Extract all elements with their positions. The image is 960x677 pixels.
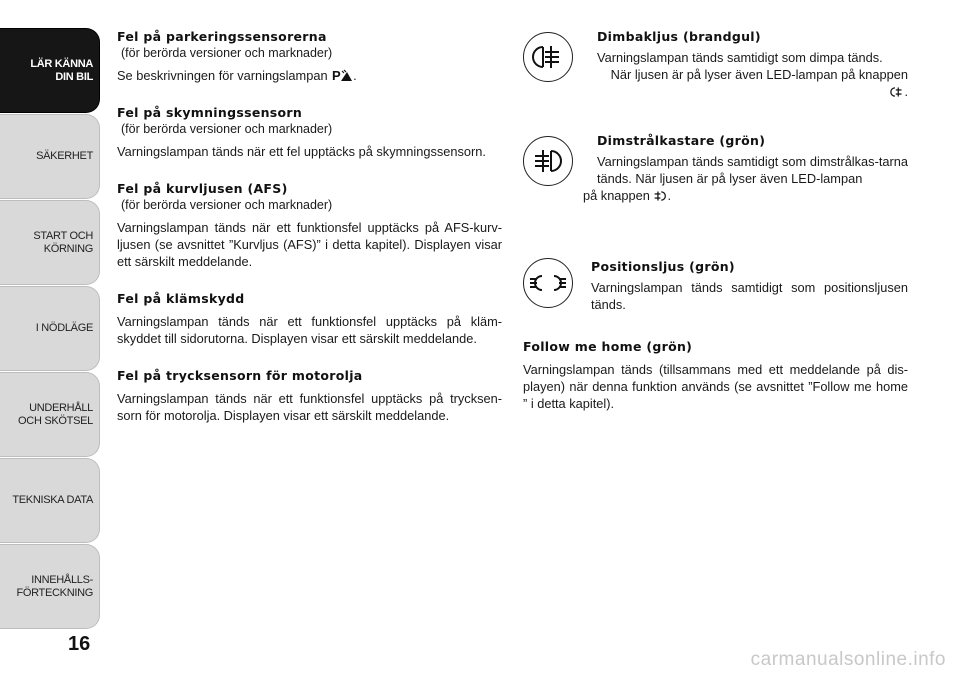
heading-kurvljus: Fel på kurvljusen (AFS) xyxy=(117,181,288,196)
front-fog-light-icon xyxy=(523,136,573,186)
paragraph: Varningslampan tänds när ett funktionsfel upptäcks på kläm-skyddet till sidorutorna. Displayen visar ett särskilt meddelande. xyxy=(117,314,502,346)
paragraph: Varningslampan tänds samtidigt som dimstrålkas-tarna tänds. När ljusen är på lyser även LED-lampan xyxy=(597,154,908,186)
left-column xyxy=(117,28,502,430)
subheading: (för berörda versioner och marknader) xyxy=(121,198,333,212)
heading-skymningssensor: Fel på skymningssensorn xyxy=(117,105,303,120)
paragraph: När ljusen är på lyser även LED-lampan på knappen . xyxy=(610,67,908,99)
paragraph: Se beskrivningen för varningslampan P . xyxy=(117,68,357,83)
paragraph: Varningslampan tänds samtidigt som positionsljusen tänds. xyxy=(591,280,908,312)
tab-tekniska-data[interactable]: TEKNISKA DATA xyxy=(0,458,100,543)
paragraph: Varningslampan tänds när ett fel upptäcks på skymningssensorn. xyxy=(117,144,486,159)
heading-klamskydd: Fel på klämskydd xyxy=(117,291,245,306)
heading-follow-me-home: Follow me home (grön) xyxy=(523,339,693,354)
tab-i-nodlage[interactable]: I NÖDLÄGE xyxy=(0,286,100,371)
position-lights-icon xyxy=(523,258,573,308)
heading-dimstralkastare: Dimstrålkastare (grön) xyxy=(597,133,766,148)
paragraph: Varningslampan tänds när ett funktionsfel upptäcks på trycksen-sorn för motorolja. Displayen visar ett särskilt meddelande. xyxy=(117,391,502,423)
tab-underhall-och-skotsel[interactable]: UNDERHÅLL OCH SKÖTSEL xyxy=(0,372,100,457)
tab-lar-kanna-din-bil[interactable]: LÄR KÄNNA DIN BIL xyxy=(0,28,100,113)
paragraph: Varningslampan tänds när ett funktionsfel upptäcks på AFS-kurv-ljusen (se avsnittet ”Kurvljus (AFS)” i detta kapitel). Displayen visar ett särskilt meddelande. xyxy=(117,220,502,269)
paragraph: på knappen . xyxy=(583,188,672,203)
indicator-position-lights xyxy=(523,258,908,336)
rear-fog-light-icon xyxy=(890,86,904,98)
page-number: 16 xyxy=(68,633,91,655)
svg-text:P: P xyxy=(332,68,341,82)
tab-innehallsforteckning[interactable]: INNEHÅLLS- FÖRTECKNING xyxy=(0,544,100,629)
subheading: (för berörda versioner och marknader) xyxy=(121,46,333,60)
tab-start-och-korning[interactable]: START OCH KÖRNING xyxy=(0,200,100,285)
rear-fog-light-icon xyxy=(523,32,573,82)
right-column xyxy=(523,28,908,418)
tab-sakerhet[interactable]: SÄKERHET xyxy=(0,114,100,199)
indicator-front-fog xyxy=(523,132,908,258)
parking-sensor-icon xyxy=(331,68,353,82)
watermark: carmanualsonline.info xyxy=(750,649,946,670)
heading-parkeringssensorer: Fel på parkeringssensorerna xyxy=(117,29,327,44)
heading-trycksensor: Fel på trycksensorn för motorolja xyxy=(117,368,363,383)
indicator-rear-fog xyxy=(523,28,908,132)
subheading: (för berörda versioner och marknader) xyxy=(121,122,333,136)
paragraph: Varningslampan tänds (tillsammans med ett meddelande på dis-playen) när denna funktion används (se avsnittet ”Follow me home ” i detta kapitel). xyxy=(523,362,908,411)
heading-dimbakljus: Dimbakljus (brandgul) xyxy=(597,29,761,44)
heading-positionsljus: Positionsljus (grön) xyxy=(591,259,735,274)
front-fog-light-icon xyxy=(653,190,667,202)
paragraph: Varningslampan tänds samtidigt som dimpa tänds. xyxy=(597,50,883,65)
